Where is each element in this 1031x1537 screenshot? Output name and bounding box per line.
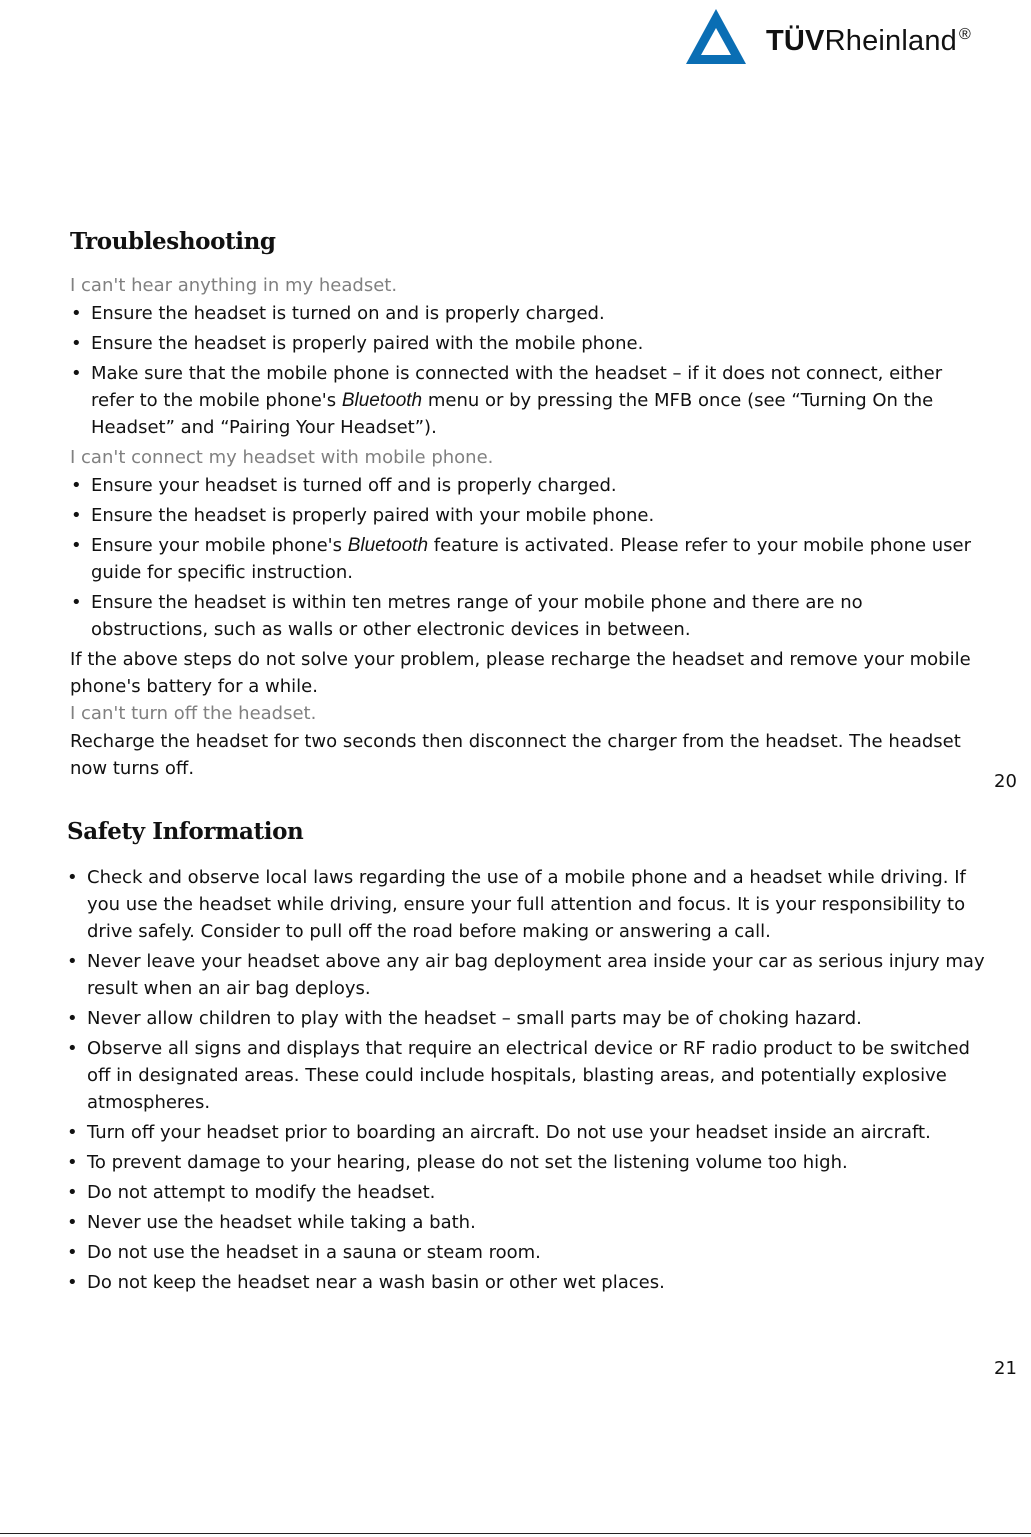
- list-item: • Observe all signs and displays that require an electrical device or RF radio product to be switched off in designated areas. These could include hospitals, blasting areas, and potentially explosive atmospheres.: [66, 1035, 986, 1116]
- list-item: • To prevent damage to your hearing, please do not set the listening volume too high.: [66, 1149, 986, 1176]
- list-item: • Check and observe local laws regarding the use of a mobile phone and a headset while driving. If you use the headset while driving, ensure your full attention and focus. It is your responsibility to drive safely. Consider to pull off the road before making or answering a call.: [66, 864, 986, 945]
- list-item: • Never leave your headset above any air bag deployment area inside your car as serious injury may result when an air bag deploys.: [66, 948, 986, 1002]
- item-text: feature is activated. Please refer to your mobile phone user guide for specific instruction.: [91, 535, 972, 583]
- item-text: Ensure your mobile phone's: [91, 535, 348, 556]
- logo-brand-regular: Rheinland: [824, 25, 958, 57]
- list-item: • Ensure the headset is turned on and is properly charged.: [70, 300, 985, 327]
- logo-brand-bold: TÜV: [766, 25, 825, 57]
- question-no-audio: I can't hear anything in my headset.: [70, 275, 398, 296]
- list-item: • Ensure the headset is within ten metres range of your mobile phone and there are no obstructions, such as walls or other electronic devices in between.: [70, 589, 985, 643]
- registered-mark: ®: [959, 26, 972, 43]
- tuv-rheinland-logo: [684, 6, 1024, 68]
- no-audio-list: [70, 300, 985, 441]
- list-item: • Never use the headset while taking a bath.: [66, 1209, 986, 1236]
- logo-wordmark: [766, 23, 971, 59]
- list-item: [70, 360, 985, 441]
- question-cannot-connect: I can't connect my headset with mobile phone.: [70, 447, 494, 468]
- list-item: • Ensure the headset is properly paired with the mobile phone.: [70, 330, 985, 357]
- list-item: • Do not keep the headset near a wash basin or other wet places.: [66, 1269, 986, 1296]
- safety-information-heading: Safety Information: [67, 818, 304, 845]
- tuv-triangle-logo-icon: [684, 6, 748, 66]
- list-item: [70, 532, 985, 586]
- list-item: • Turn off your headset prior to boarding an aircraft. Do not use your headset inside an aircraft.: [66, 1119, 986, 1146]
- list-item: • Do not use the headset in a sauna or steam room.: [66, 1239, 986, 1266]
- bluetooth-term: Bluetooth: [347, 535, 429, 556]
- page-number: 20: [994, 771, 1017, 792]
- list-item: • Ensure the headset is properly paired with your mobile phone.: [70, 502, 985, 529]
- item-text: Make sure that the mobile phone is connected with the headset – if it does not connect, either refer to the mobile phone's: [91, 363, 943, 411]
- bluetooth-term: Bluetooth: [341, 390, 423, 411]
- question-cannot-turn-off: I can't turn off the headset.: [70, 703, 317, 724]
- troubleshooting-section: [70, 272, 985, 782]
- cannot-connect-list: [70, 472, 985, 643]
- troubleshooting-heading: Troubleshooting: [70, 228, 276, 255]
- list-item: • Never allow children to play with the headset – small parts may be of choking hazard.: [66, 1005, 986, 1032]
- safety-section: [66, 864, 986, 1299]
- item-text: menu or by pressing the MFB once (see “Turning On the Headset” and “Pairing Your Headset”).: [91, 390, 934, 438]
- page-number: 21: [994, 1358, 1017, 1379]
- list-item: • Do not attempt to modify the headset.: [66, 1179, 986, 1206]
- safety-list: [66, 864, 986, 1296]
- recharge-note: If the above steps do not solve your problem, please recharge the headset and remove your mobile phone's battery for a while.: [70, 649, 971, 697]
- bottom-divider: [0, 1533, 1031, 1534]
- turn-off-answer: Recharge the headset for two seconds then disconnect the charger from the headset. The headset now turns off.: [70, 731, 961, 779]
- list-item: • Ensure your headset is turned off and is properly charged.: [70, 472, 985, 499]
